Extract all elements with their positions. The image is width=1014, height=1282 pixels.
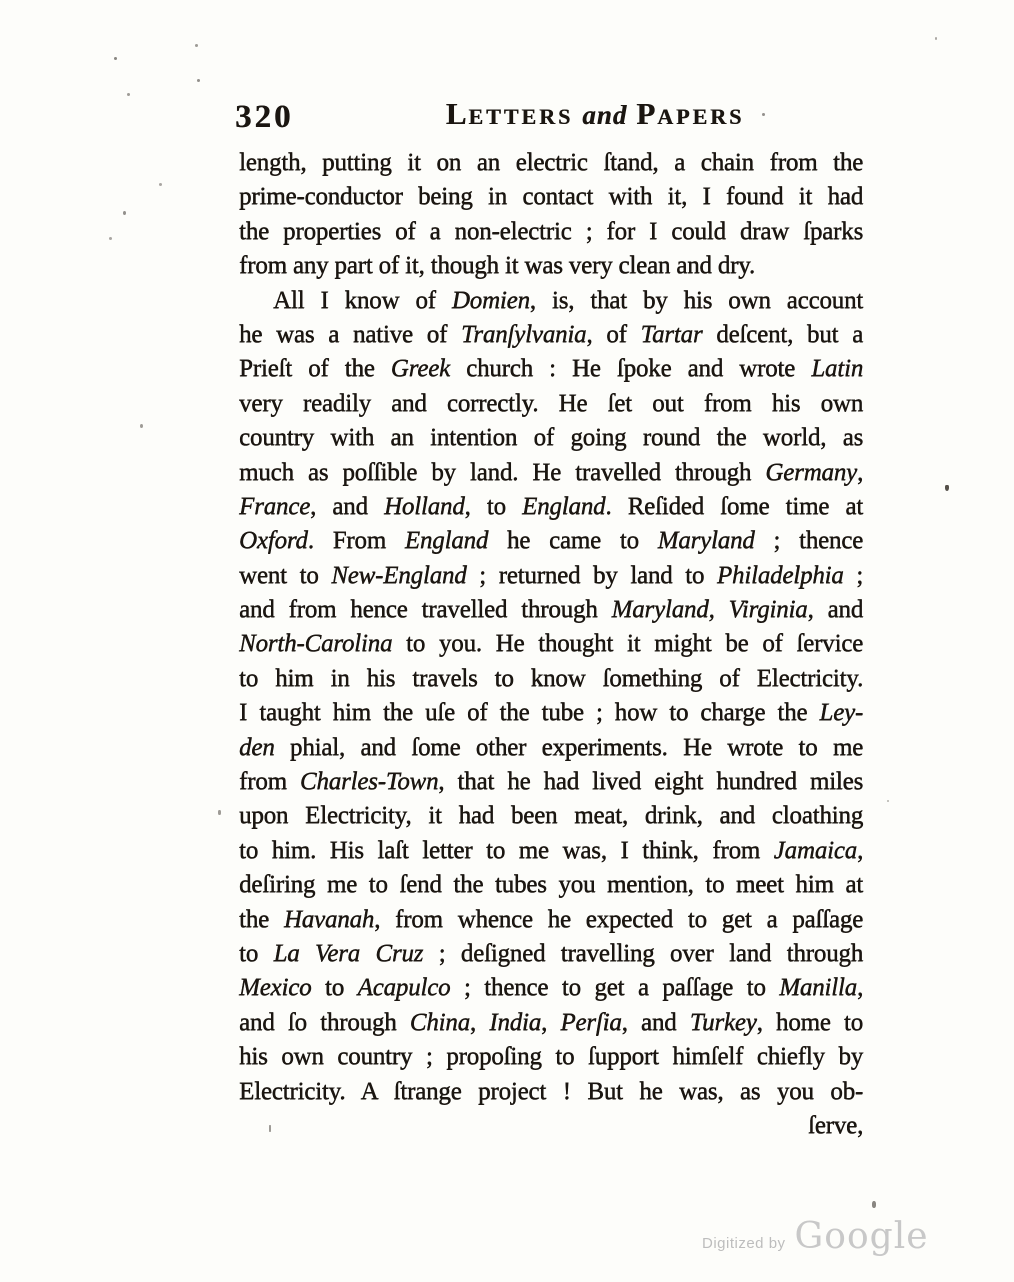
text-line [239,1109,863,1143]
italic-text: Mexico [239,974,312,1002]
text-line [239,971,863,1005]
italic-text: Ley- [819,699,863,727]
scan-speck [762,113,765,116]
roman-text: , and [621,1008,690,1036]
roman-text: ſerve, [807,1111,863,1139]
text-line [239,627,863,661]
text-line [239,559,863,593]
italic-text: England [522,492,606,520]
roman-text: Electricity. A ſtrange project ! But he was, as you ob- [239,1077,863,1105]
italic-text: China [409,1008,470,1036]
scan-speck [140,424,143,428]
text-line [239,146,863,180]
text-line [239,456,863,490]
roman-text: , to [464,492,522,520]
roman-text: church : He ſpoke and wrote [449,355,812,383]
scan-speck [945,485,949,491]
italic-text: Acapulco [357,974,451,1002]
roman-text: he was a native of [239,320,461,348]
italic-text: Philadelphia [716,561,844,589]
italic-text: La Vera Cruz [273,939,424,967]
scan-speck [269,1125,271,1132]
text-line [239,1075,863,1109]
text-line [239,215,863,249]
text-line [239,421,863,455]
roman-text: to him in his travels to know ſomething of Electricity. [239,664,863,692]
italic-text: Turkey [689,1008,757,1036]
italic-text: Perſia [560,1008,622,1036]
text-line [239,490,863,524]
text-line [239,249,863,283]
roman-text: , and [807,596,863,624]
italic-text: Charles-Town [299,768,439,796]
roman-text: , from whence he expected to get a paſſage [374,905,864,933]
text-line [239,662,863,696]
roman-text: the properties of a non-electric ; for I could draw ſparks [239,217,863,245]
italic-text: Havanah [283,905,375,933]
roman-text: , is, that by his own account [529,286,863,314]
digitized-by-text: Digitized by [702,1235,786,1252]
text-line [239,937,863,971]
roman-text: Prieſt of the [239,355,391,383]
text-line [239,1040,863,1074]
roman-text: ; thence to get a paſſage to [450,974,780,1002]
roman-text: , [856,458,863,486]
roman-text: length, putting it on an electric ſtand, a chain from the [239,149,863,176]
roman-text: ; deſigned travelling over land through [423,939,863,967]
scan-speck [935,37,937,40]
roman-text: to [239,939,274,967]
text-line [239,799,863,833]
roman-text: deſiring me to ſend the tubes you mention, to meet him at [239,871,863,899]
scan-speck [109,237,112,240]
scan-speck [159,183,162,186]
italic-text: Maryland, Virginia [611,596,808,624]
italic-text: Manilla [779,974,857,1002]
roman-text: ; [843,561,864,589]
italic-text: Maryland [657,527,755,555]
roman-text: phial, and ſome other experiments. He wrote to me [274,733,863,761]
scan-speck [123,211,126,215]
running-title-segment: P [636,96,658,131]
running-title-segment: and [582,100,628,130]
italic-text: France [239,492,310,520]
italic-text: Germany [765,458,857,486]
scan-speck [127,93,130,96]
scan-speck [872,1201,876,1208]
text-line [239,1006,863,1040]
italic-text: Tartar [640,320,703,348]
italic-text: Tranſylvania [460,320,587,348]
roman-text: went to [239,561,332,589]
roman-text: deſcent, but a [702,320,863,348]
text-line [239,318,863,352]
roman-text: he came to [488,527,658,555]
text-line [239,352,863,386]
running-title-segment: L [445,96,469,131]
text-block [239,146,863,1143]
running-title-segment: ETTERS [468,104,574,129]
text-line [239,696,863,730]
roman-text: , of [586,320,641,348]
italic-text: Holland [383,492,465,520]
roman-text: from any part of it, though it was very clean and dry. [239,252,755,280]
text-line [239,834,863,868]
roman-text: to him. His laſt letter to me was, I think, from [239,836,774,864]
scan-speck [197,79,200,82]
running-title-segment: APERS [657,104,745,129]
scan-speck [195,44,198,47]
text-line [239,284,863,318]
roman-text: much as poſſible by land. He travelled through [239,458,766,486]
roman-text: All I know of [273,286,452,314]
roman-text: , [469,1008,490,1036]
roman-text: prime-conductor being in contact with it, I found it had [239,183,863,211]
italic-text: North-Carolina [239,630,393,658]
text-line [239,731,863,765]
roman-text: ; returned by land to [466,561,717,589]
text-line [239,593,863,627]
roman-text: , [856,974,863,1002]
roman-text: I taught him the uſe of the tube ; how to charge the [239,699,820,727]
roman-text: country with an intention of going round the world, as [239,424,863,452]
roman-text: , and [310,492,384,520]
roman-text: to you. He thought it might be of ſervice [392,630,863,658]
italic-text: Latin [811,355,863,383]
text-line [239,868,863,902]
roman-text: upon Electricity, it had been meat, drink, and cloathing [239,802,863,830]
roman-text: . Reſided ſome time at [605,492,863,520]
google-watermark [702,1216,929,1257]
running-title [415,96,775,132]
scan-speck [218,810,221,815]
italic-text: Jamaica [773,836,857,864]
scan-speck [887,800,889,802]
roman-text: to [311,974,358,1002]
roman-text: and from hence travelled through [239,596,612,624]
roman-text: ; thence [754,527,863,555]
roman-text: his own country ; propoſing to ſupport himſelf chiefly by [239,1043,863,1071]
text-line [239,903,863,937]
roman-text: , [540,1008,561,1036]
roman-text: , home to [756,1008,863,1036]
roman-text: , [856,836,863,864]
italic-text: New-England [331,561,467,589]
roman-text: . From [307,527,405,555]
scan-speck [114,57,117,60]
italic-text: den [239,733,275,761]
roman-text: , that he had lived eight hundred miles [438,768,863,796]
text-line [239,180,863,214]
italic-text: England [404,527,489,555]
italic-text: India [489,1008,541,1036]
roman-text: from [239,768,300,796]
text-line [239,765,863,799]
italic-text: Oxford [239,527,308,555]
roman-text: and ſo through [239,1008,410,1036]
text-line [239,387,863,421]
page-number: 320 [235,99,294,135]
italic-text: Greek [390,355,450,383]
roman-text: very readily and correctly. He ſet out from his own [239,389,863,417]
roman-text: the [239,905,284,933]
italic-text: Domien [451,286,530,314]
text-line [239,524,863,558]
google-logo: Google [794,1216,929,1257]
